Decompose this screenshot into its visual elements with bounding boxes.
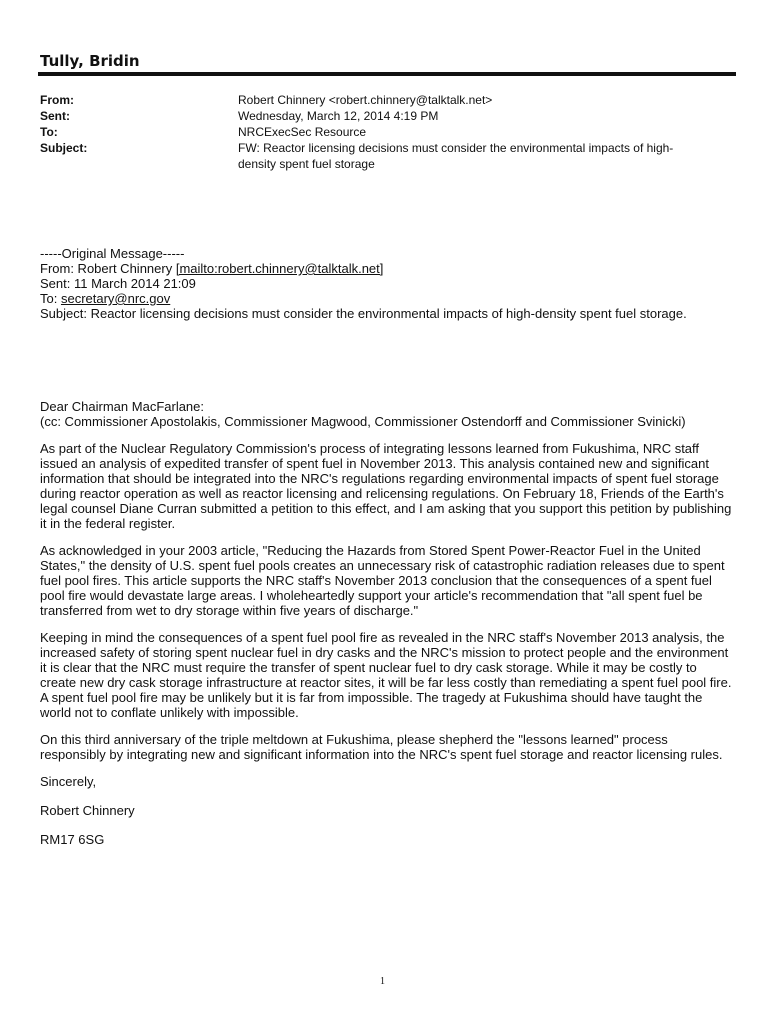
original-from-mailto-link[interactable]: [mailto:robert.chinnery@talktalk.net]	[175, 261, 384, 276]
from-value: Robert Chinnery <robert.chinnery@talktalk.net>	[238, 93, 493, 107]
page-number: 1	[380, 976, 385, 987]
subject-value: FW: Reactor licensing decisions must consider the environmental impacts of high-density spent fuel storage	[238, 141, 674, 171]
salutation: Dear Chairman MacFarlane:	[40, 399, 205, 414]
to-label: To:	[40, 125, 58, 139]
original-sent-line: Sent: 11 March 2014 21:09	[40, 276, 196, 291]
header-divider	[38, 72, 736, 76]
from-label: From:	[40, 93, 74, 107]
sent-label: Sent:	[40, 109, 70, 123]
subject-label: Subject:	[40, 141, 88, 155]
closing: Sincerely,	[40, 774, 97, 789]
recipient-name-heading: Tully, Bridin	[40, 52, 140, 70]
cc-line: (cc: Commissioner Apostolakis, Commissioner Magwood, Commissioner Ostendorff and Commissioner Svinicki)	[40, 414, 686, 429]
original-to-prefix: To:	[40, 291, 61, 306]
original-to-email-link[interactable]: secretary@nrc.gov	[60, 291, 171, 306]
body-paragraph-4: On this third anniversary of the triple meltdown at Fukushima, please shepherd the "lessons learned" process responsibly by integrating new and significant information into the NRC's spent fuel storage and reactor licensing rules.	[40, 732, 723, 762]
body-paragraph-3: Keeping in mind the consequences of a spent fuel pool fire as revealed in the NRC staff's November 2013 analysis, the increased safety of storing spent nuclear fuel in dry casks and the NRC's mission to protect people and the environment it is clear that the NRC must require the transfer of spent nuclear fuel to dry cask storage. While it may be costly to create new dry cask storage infrastructure at reactor sites, it will be far less costly than remediating a spent fuel pool fire. A spent fuel pool fire may be unlikely but it is far from impossible. The tragedy at Fukushima should have taught the world not to conflate unlikely with impossible.	[40, 630, 732, 720]
letter-body	[40, 399, 735, 861]
original-from-prefix: From: Robert Chinnery	[40, 261, 176, 276]
original-message-block	[40, 246, 730, 321]
to-value: NRCExecSec Resource	[238, 125, 367, 139]
sent-value: Wednesday, March 12, 2014 4:19 PM	[238, 109, 439, 123]
body-paragraph-1: As part of the Nuclear Regulatory Commission's process of integrating lessons learned from Fukushima, NRC staff issued an analysis of expedited transfer of spent fuel in November 2013. This analysis contained new and significant information that should be integrated into the NRC's regulations regarding environmental impacts of spent fuel storage during reactor operation as well as reactor licensing and relicensing regulations. On February 18, Friends of the Earth's legal counsel Diane Curran submitted a petition to this effect, and I am asking that you support this petition by publishing it in the federal register.	[40, 441, 732, 531]
original-message-marker: -----Original Message-----	[40, 246, 185, 261]
original-subject-line: Subject: Reactor licensing decisions must consider the environmental impacts of high-density spent fuel storage.	[40, 306, 687, 321]
postcode: RM17 6SG	[40, 832, 105, 847]
original-from-line	[40, 261, 730, 276]
signature-name: Robert Chinnery	[40, 803, 135, 818]
original-to-line	[40, 291, 730, 306]
body-paragraph-2: As acknowledged in your 2003 article, "Reducing the Hazards from Stored Spent Power-Reactor Fuel in the United States," the density of U.S. spent fuel pools creates an unnecessary risk of catastrophic radiation releases due to spent fuel pool fires. This article supports the NRC staff's November 2013 conclusion that the consequences of a spent fuel pool fire would devastate large areas. I wholeheartedly support your article's recommendation that "all spent fuel be transferred from wet to dry storage within five years of discharge."	[40, 543, 725, 618]
